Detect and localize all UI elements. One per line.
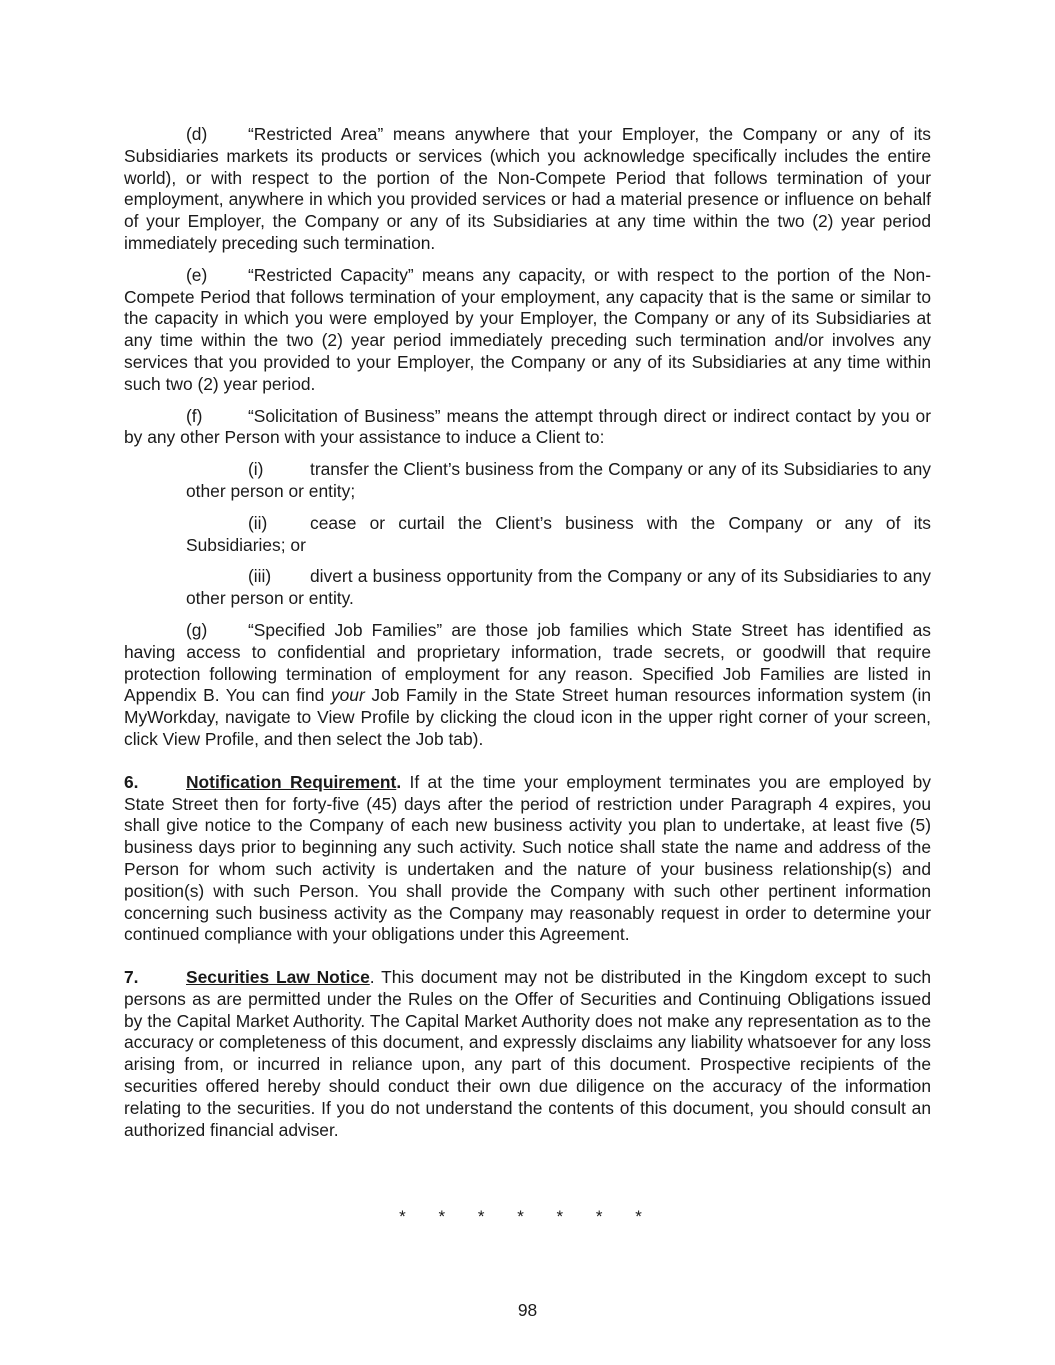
section-7-heading-punct: .	[369, 967, 375, 988]
section-separator: * * * * * * *	[399, 1207, 656, 1226]
section-7-text: This document may not be distributed in the Kingdom except to such persons as are permitted under the Rules on the Offer of Securities and Continuing Obligations issued by the Capital Market Authority. The Capital Market Authority does not make any representation as to the accuracy or completeness of this document, and expressly disclaims any liability whatsoever for any loss arising from, or incurred in reliance upon, any part of this document. Prospective recipients of the securities offered hereby should conduct their own due diligence on the accuracy of the information relating to the securities. If you do not understand the contents of this document, you should consult an authorized financial adviser.	[124, 967, 932, 1140]
item-d-label: (d)	[186, 124, 208, 144]
subitem-i-label: (i)	[248, 459, 264, 480]
item-d	[124, 124, 931, 255]
item-e-text: “Restricted Capacity” means any capacity, or with respect to the portion of the Non-Compete Period that follows termination of your employment, any capacity that is the same or similar to the capacity in which you were employed by your Employer, the Company or any of its Subsidiaries at any time within the two (2) year period immediately preceding such termination and/or involves any services that you provided to your Employer, the Company or any of its Subsidiaries at any time within such two (2) year period.	[124, 264, 931, 394]
item-g-label: (g)	[186, 619, 208, 640]
item-f	[124, 406, 931, 450]
subitem-ii-label: (ii)	[248, 512, 268, 533]
subitem-ii-text: cease or curtail the Client’s business with the Company or any of its Subsidiaries; or	[186, 512, 931, 555]
subitem-iii	[186, 566, 931, 610]
item-f-text: “Solicitation of Business” means the attempt through direct or indirect contact by you or by any other Person with your assistance to induce a Client to:	[124, 405, 931, 448]
item-g-text-before: “Specified Job Families” are those job families which State Street has identified as having access to confidential and proprietary information, trade secrets, or goodwill that require protection following termination of employment for any reason. Specified Job Families are listed in Appendix B. You can find	[124, 619, 931, 706]
item-g-emphasis: your	[330, 685, 365, 706]
document-page	[124, 124, 931, 1151]
section-6-text: If at the time your employment terminates you are employed by State Street then for forty-five (45) days after the period of restriction under Paragraph 4 expires, you shall give notice to the Company of each new business activity you plan to undertake, at least five (5) business days prior to beginning any such activity. Such notice shall state the name and address of the Person for whom such activity is undertaken and the nature of your business relationship(s) and position(s) with such Person. You shall provide the Company with such other pertinent information concerning such business activity as the Company may reasonably request in order to determine your continued compliance with your obligations under this Agreement.	[124, 771, 932, 945]
subitem-iii-text: divert a business opportunity from the Company or any of its Subsidiaries to any other person or entity.	[186, 566, 931, 609]
subitem-ii	[186, 513, 931, 557]
subitem-i	[186, 459, 931, 503]
item-g-text-after: Job Family in the State Street human resources information system (in MyWorkday, navigate to View Profile by clicking the cloud icon in the upper right corner of your screen, click View Profile, and then select the Job tab).	[124, 685, 932, 749]
section-7-number: 7.	[124, 967, 139, 988]
item-d-text: “Restricted Area” means anywhere that your Employer, the Company or any of its Subsidiaries markets its products or services (which you acknowledge specifically includes the entire world), or with respect to the portion of the Non-Compete Period that follows termination of your employment, anywhere in which you provided services or had a material presence or influence on behalf of your Employer, the Company or any of its Subsidiaries at any time within the two (2) year period immediately preceding such termination.	[124, 124, 931, 253]
section-6-heading: Notification Requirement	[186, 771, 397, 792]
section-7-heading: Securities Law Notice	[186, 967, 370, 988]
item-e	[124, 265, 931, 396]
section-6-number: 6.	[124, 771, 139, 792]
item-f-label: (f)	[186, 405, 203, 426]
page-number: 98	[517, 1300, 538, 1320]
section-6-heading-punct: .	[396, 771, 402, 792]
section-6	[124, 772, 931, 946]
section-7	[124, 967, 931, 1141]
subitem-iii-label: (iii)	[248, 566, 272, 587]
item-e-label: (e)	[186, 264, 208, 285]
subitem-i-text: transfer the Client’s business from the Company or any of its Subsidiaries to any other person or entity;	[186, 459, 931, 501]
item-g	[124, 620, 931, 751]
